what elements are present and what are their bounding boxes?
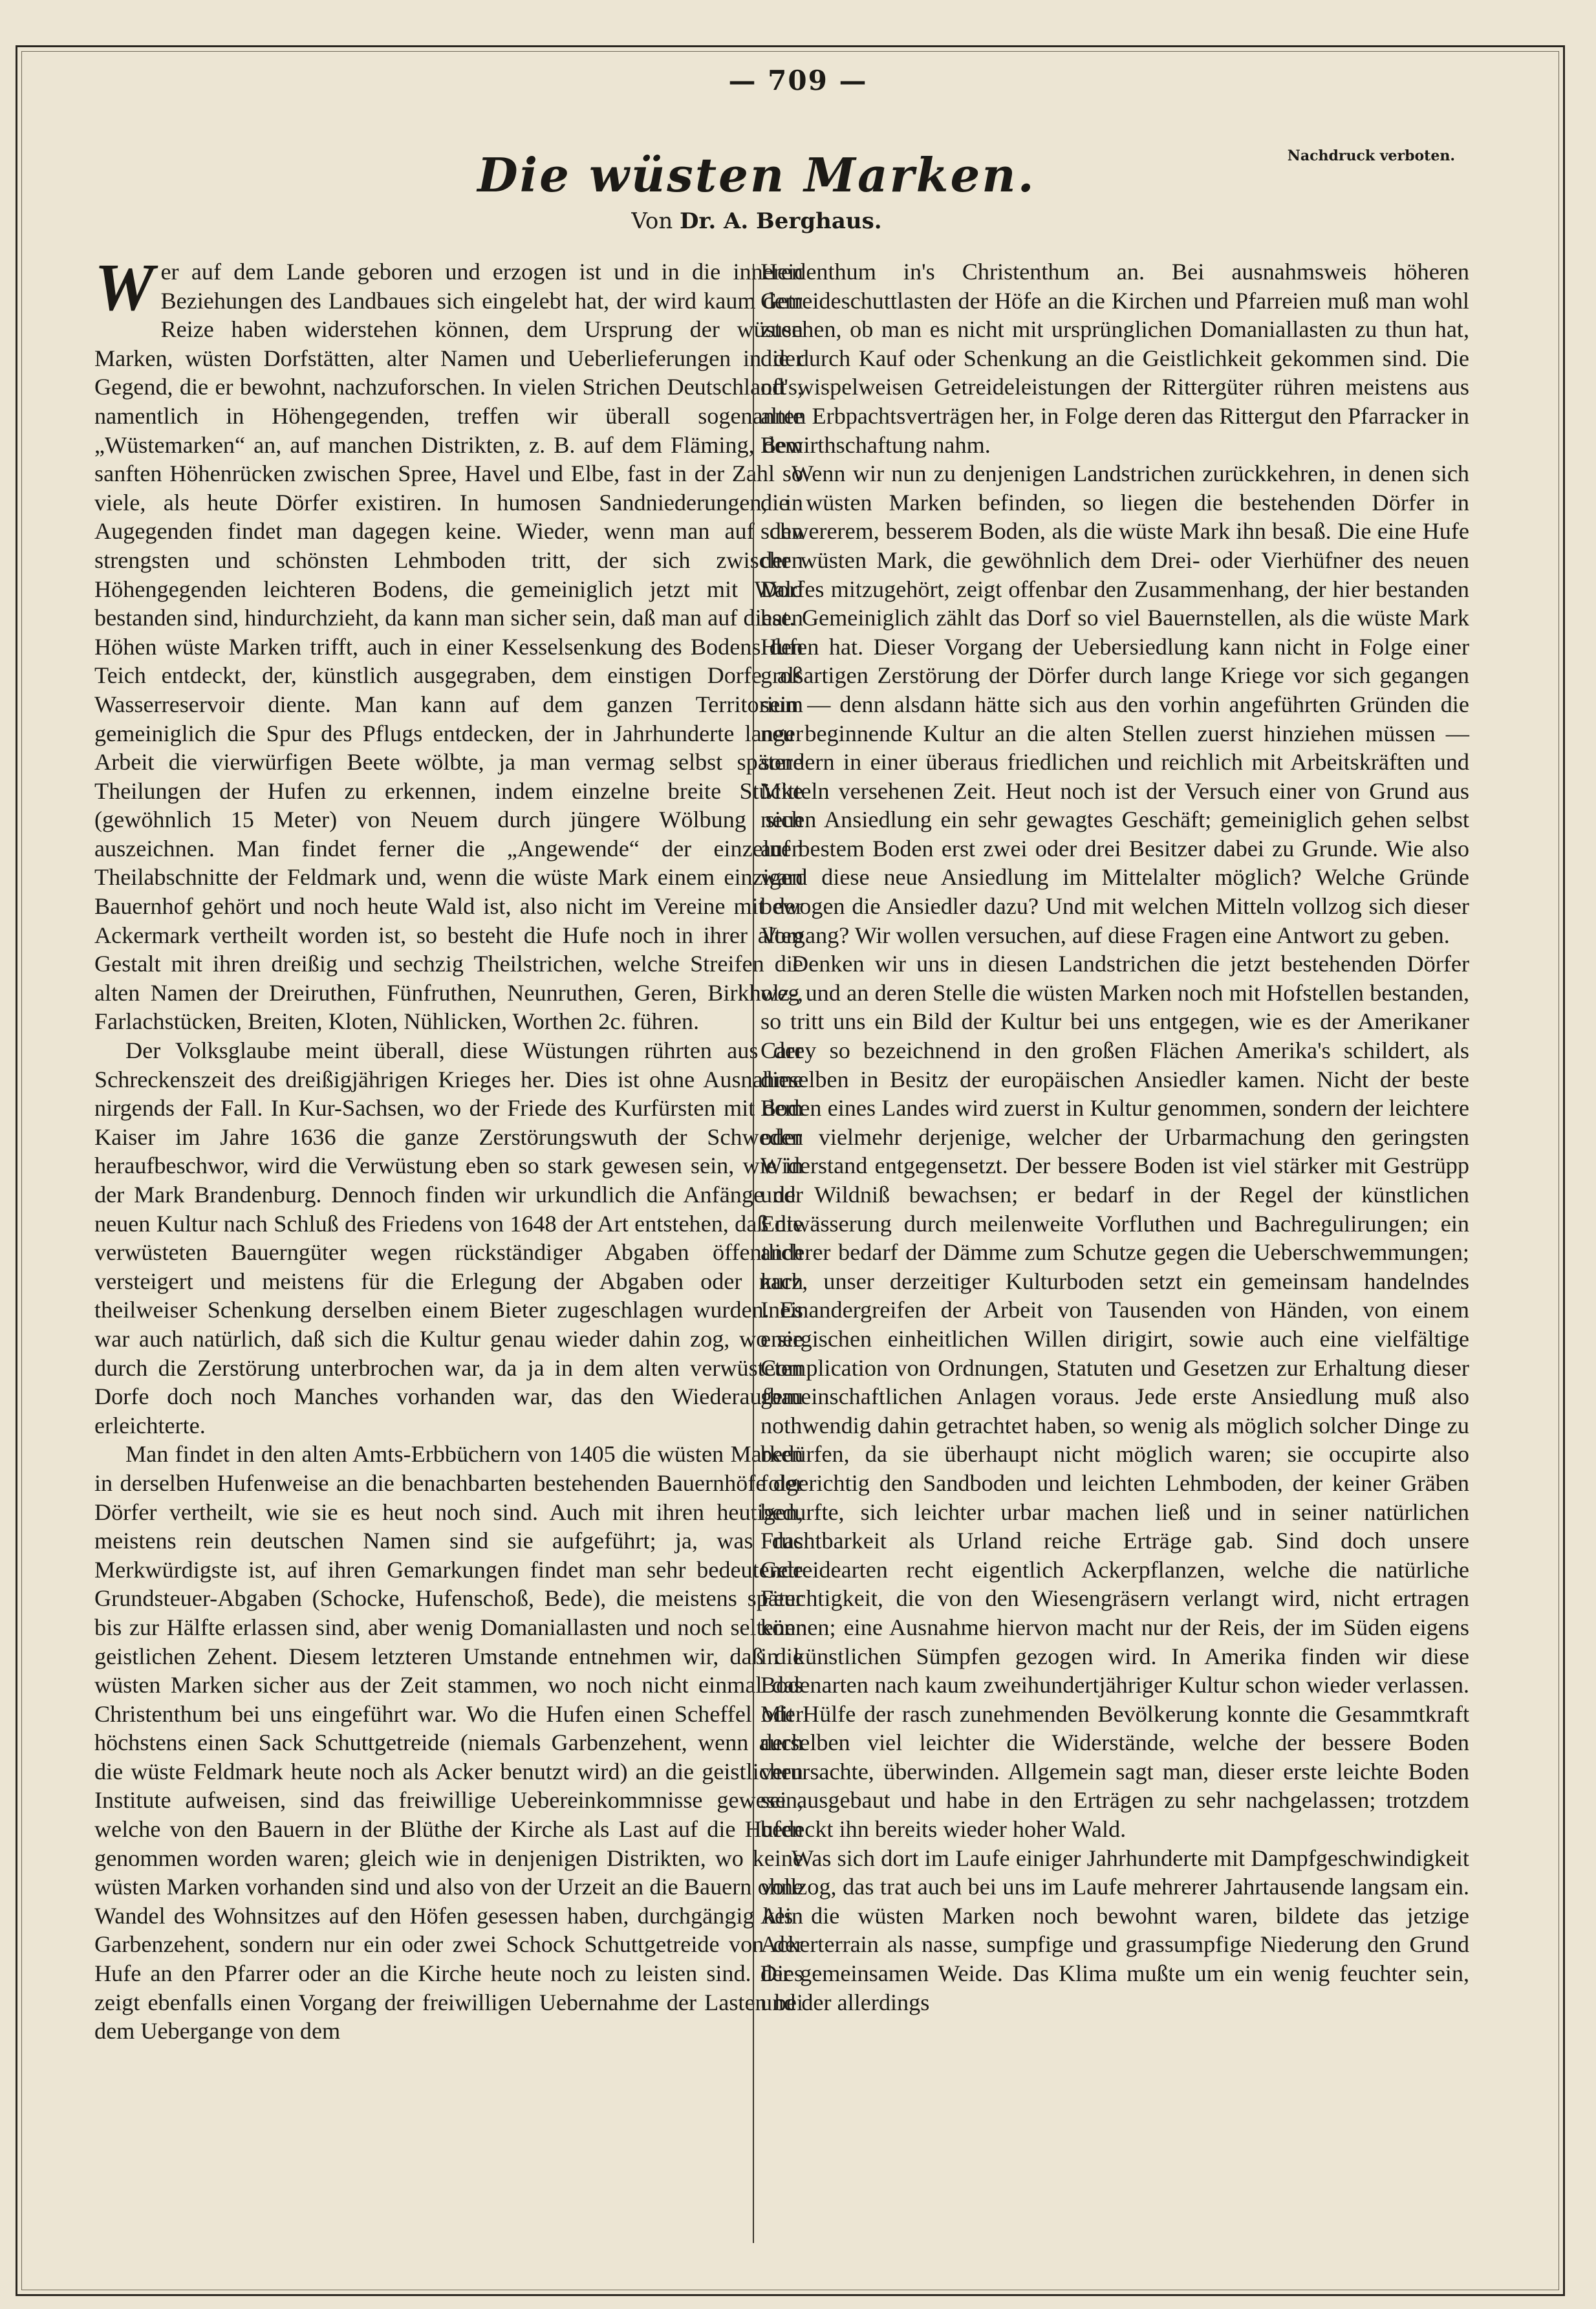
byline: [0, 208, 1513, 234]
paragraph: Denken wir uns in diesen Landstrichen die jetzt bestehenden Dörfer weg und an deren Stelle die wüsten Marken noch mit Hofstellen bestanden, so tritt uns ein Bild der Kultur bei uns entgegen, wie es der Amerikaner Carey so bezeichnend in den großen Flächen Amerika's schildert, als dieselben in Besitz der europäischen Ansiedler kamen. Nicht der beste Boden eines Landes wird zuerst in Kultur genommen, sondern der leichtere oder vielmehr derjenige, welcher der Urbarmachung den geringsten Widerstand entgegensetzt. Der bessere Boden ist viel stärker mit Gestrüpp und Wildniß bewachsen; er bedarf in der Regel der künstlichen Entwässerung durch meilenweite Vorfluthen und Bachregulirungen; ein anderer bedarf der Dämme zum Schutze gegen die Ueberschwemmungen; kurz, unser derzeitiger Kulturboden setzt ein gemeinsam handelndes Ineinandergreifen der Arbeit von Tausenden von Händen, von einem energischen einheitlichen Willen dirigirt, sowie auch eine vielfältige Complication von Ordnungen, Statuten und Gesetzen zur Erhaltung dieser gemeinschaftlichen Anlagen voraus. Jede erste Ansiedlung muß also nothwendig dahin getrachtet haben, so wenig als möglich solcher Dinge zu bedürfen, da sie überhaupt nicht möglich waren; sie occupirte also folgerichtig den Sandboden und leichten Lehmboden, der keiner Gräben bedurfte, sich leichter urbar machen ließ und in seiner natürlichen Fruchtbarkeit als Urland reiche Erträge gab. Sind doch unsere Getreidearten recht eigentlich Ackerpflanzen, welche die natürliche Feuchtigkeit, die von den Wiesengräsern verlangt wird, nicht ertragen können; eine Ausnahme hiervon macht nur der Reis, der im Süden eigens in künstlichen Sümpfen gezogen wird. In Amerika finden wir diese Bodenarten nach kaum zweihundertjähriger Kultur schon wieder verlassen. Mit Hülfe der rasch zunehmenden Bevölkerung konnte die Gesammtkraft derselben viel leichter die Widerstände, welche der bessere Boden verursachte, überwinden. Allgemein sagt man, dieser erste leichte Boden sei ausgebaut und habe in den Erträgen zu sehr nachgelassen; trotzdem bedeckt ihn bereits wieder hoher Wald.: [760, 951, 1469, 1843]
article-title: Die wüsten Marken.: [477, 147, 1036, 202]
paragraph: [94, 250, 803, 1036]
drop-cap: W: [94, 250, 155, 325]
page-number: — 709 —: [728, 65, 868, 96]
paragraph-text: er auf dem Lande geboren und erzogen ist und in die inneren Beziehungen des Landbaues sich eingelebt hat, der wird kaum dem Reize haben widerstehen können, dem Ursprung der wüsten Marken, wüsten Dorfstätten, alter Namen und Ueberlieferungen in der Gegend, die er bewohnt, nachzuforschen. In vielen Strichen Deutschland's, namentlich in Höhengegenden, treffen wir überall sogenannte „Wüstemarken“ an, auf manchen Distrikten, z. B. auf dem Fläming, dem sanften Höhenrücken zwischen Spree, Havel und Elbe, fast in der Zahl so viele, als heute Dörfer existiren. In humosen Sandniederungen, in Augegenden findet man dagegen keine. Wieder, wenn man auf den strengsten und schönsten Lehmboden tritt, der sich zwischen Höhengegenden leichteren Bodens, die gemeiniglich jetzt mit Wald bestanden sind, hindurchzieht, da kann man sicher sein, daß man auf diesen Höhen wüste Marken trifft, auch in einer Kesselsenkung des Bodens den Teich entdeckt, der, künstlich ausgegraben, dem einstigen Dorfe als Wasserreservoir diente. Man kann auf dem ganzen Territorium gemeiniglich die Spur des Pflugs entdecken, der in Jahrhunderte langer Arbeit die vierwürfigen Beete wölbte, ja man vermag selbst spätere Theilungen der Hufen zu erkennen, indem einzelne breite Stücke (gewöhnlich 15 Meter) von Neuem durch jüngere Wölbung sich auszeichnen. Man findet ferner die „Angewende“ der einzelnen Theilabschnitte der Feldmark und, wenn die wüste Mark einem einzigen Bauernhof gehört und noch heute Wald ist, also nicht im Vereine mit der Ackermark vertheilt worden ist, so besteht die Hufe noch in ihrer alten Gestalt mit ihren dreißig und sechzig Theilstrichen, welche Streifen die alten Namen der Dreiruthen, Fünfruthen, Neunruthen, Geren, Birkholz-, Farlachstücken, Breiten, Kloten, Nühlicken, Worthen 2c. führen.: [94, 259, 803, 1035]
byline-prefix: Von: [631, 208, 673, 234]
right-column: [760, 257, 1469, 2017]
paragraph: Man findet in den alten Amts-Erbbüchern von 1405 die wüsten Marken in derselben Hufenweise an die benachbarten bestehenden Bauernhöfe der Dörfer vertheilt, wie sie es heut noch sind. Auch mit ihren heutigen, meistens rein deutschen Namen sind sie aufgeführt; ja, was das Merkwürdigste ist, auf ihren Gemarkungen findet man sehr bedeutende Grundsteuer-Abgaben (Schocke, Hufenschoß, Bede), die meistens später bis zur Hälfte erlassen sind, aber wenig Domaniallasten und noch seltener geistlichen Zehent. Diesem letzteren Umstande entnehmen wir, daß die wüsten Marken sicher aus der Zeit stammen, wo noch nicht einmal das Christenthum bei uns eingeführt war. Wo die Hufen einen Scheffel oder höchstens einen Sack Schuttgetreide (niemals Garbenzehent, wenn auch die wüste Feldmark heute noch als Acker benutzt wird) an die geistlichen Institute aufweisen, sind das freiwillige Uebereinkommnisse gewesen, welche von den Bauern in der Blüthe der Kirche als Last auf die Hufen genommen worden waren; gleich wie in denjenigen Distrikten, wo keine wüsten Marken vorhanden sind und also von der Urzeit an die Bauern ohne Wandel des Wohnsitzes auf den Höfen gesessen haben, durchgängig kein Garbenzehent, sondern nur ein oder zwei Schock Schuttgetreide von der Hufe an den Pfarrer oder an die Kirche heute noch zu leisten sind. Dies zeigt ebenfalls einen Vorgang der freiwilligen Uebernahme der Lasten bei dem Uebergange von dem: [94, 1441, 803, 2044]
author-name: Dr. A. Berghaus.: [680, 208, 882, 234]
paragraph: Heidenthum in's Christenthum an. Bei ausnahmsweis höheren Getreideschuttlasten der Höfe an die Kirchen und Pfarreien muß man wohl zusehen, ob man es nicht mit ursprünglichen Domaniallasten zu thun hat, die durch Kauf oder Schenkung an die Geistlichkeit gekommen sind. Die oft wispelweisen Getreideleistungen der Rittergüter rühren meistens aus alten Erbpachtsverträgen her, in Folge deren das Rittergut den Pfarracker in Bewirthschaftung nahm.: [760, 259, 1469, 458]
left-column: [94, 250, 803, 2046]
column-divider: [753, 264, 754, 2243]
paragraph: Was sich dort im Laufe einiger Jahrhunderte mit Dampfgeschwindigkeit vollzog, das trat auch bei uns im Laufe mehrerer Jahrtausende langsam ein. Als die wüsten Marken noch bewohnt waren, bildete das jetzige Ackerterrain als nasse, sumpfige und grassumpfige Niederung den Grund der gemeinsamen Weide. Das Klima mußte um ein wenig feuchter sein, und der allerdings: [760, 1845, 1469, 2015]
reprint-notice: Nachdruck verboten.: [1287, 147, 1455, 164]
paragraph: Der Volksglaube meint überall, diese Wüstungen rührten aus der Schreckenszeit des dreißigjährigen Krieges her. Dies ist ohne Ausnahme nirgends der Fall. In Kur-Sachsen, wo der Friede des Kurfürsten mit dem Kaiser im Jahre 1636 die ganze Zerstörungswuth der Schweden heraufbeschwor, wird die Verwüstung eben so stark gewesen sein, wie in der Mark Brandenburg. Dennoch finden wir urkundlich die Anfänge der neuen Kultur nach Schluß des Friedens von 1648 der Art entstehen, daß die verwüsteten Bauerngüter wegen rückständiger Abgaben öffentlich versteigert und meistens für die Erlegung der Abgaben oder nach theilweiser Schenkung derselben einem Bieter zugeschlagen wurden. Es war auch natürlich, daß sich die Kultur genau wieder dahin zog, wo sie durch die Zerstörung unterbrochen war, da ja in dem alten verwüsteten Dorfe doch noch Manches vorhanden war, das den Wiederaufbau erleichterte.: [94, 1037, 803, 1438]
paragraph: Wenn wir nun zu denjenigen Landstrichen zurückkehren, in denen sich die wüsten Marken befinden, so liegen die bestehenden Dörfer in schwererem, besserem Boden, als die wüste Mark ihn besaß. Die eine Hufe der wüsten Mark, die gewöhnlich dem Drei- oder Vierhüfner des neuen Dorfes mitzugehört, zeigt offenbar den Zusammenhang, der hier bestanden hat. Gemeiniglich zählt das Dorf so viel Bauernstellen, als die wüste Mark Hufen hat. Dieser Vorgang der Uebersiedlung kann nicht in Folge einer großartigen Zerstörung der Dörfer durch lange Kriege vor sich gegangen sein — denn alsdann hätte sich aus den vorhin angeführten Gründen die neu beginnende Kultur an die alten Stellen zuerst hinziehen müssen — sondern in einer überaus friedlichen und reichlich mit Arbeitskräften und Mitteln versehenen Zeit. Heut noch ist der Versuch einer von Grund aus neuen Ansiedlung ein sehr gewagtes Geschäft; gemeiniglich gehen selbst auf bestem Boden erst zwei oder drei Besitzer dabei zu Grunde. Wie also ward diese neue Ansiedlung im Mittelalter möglich? Welche Gründe bewogen die Ansiedler dazu? Und mit welchen Mitteln vollzog sich dieser Vorgang? Wir wollen versuchen, auf diese Fragen eine Antwort zu geben.: [760, 461, 1469, 948]
